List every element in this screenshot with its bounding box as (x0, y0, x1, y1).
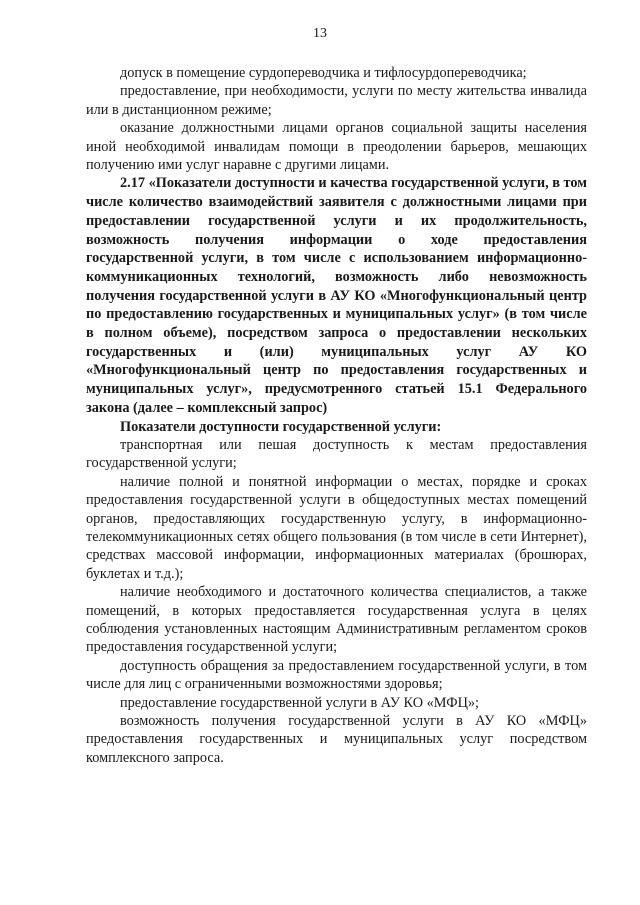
indicator-information-availability: наличие полной и понятной информации о местах, порядке и сроках предоставления государственной услуги в общедоступных местах помещений органов, предоставляющих государственную услугу, в информационно-телекоммуникационных сетях общего пользования (в том числе в сети Интернет), средствах массовой информации, информационных материалах (брошюрах, буклетах и т.д.); (86, 473, 587, 582)
paragraph-assistance-barriers: оказание должностными лицами органов социальной защиты населения иной необходимой инвалидам помощи в преодолении барьеров, мешающих получению ими услуг наравне с другими лицами. (86, 120, 587, 174)
indicator-staff-and-premises: наличие необходимого и достаточного количества специалистов, а также помещений, в которых предоставляется государственная услуга в целях соблюдения установленных настоящим Административным регламентом сроков предоставления государственной услуги; (86, 584, 587, 656)
document-body (86, 64, 587, 767)
page-number: 13 (313, 26, 327, 41)
indicator-accessibility: доступность обращения за предоставлением государственной услуги, в том числе для лиц с ограниченными возможностями здоровья; (86, 657, 587, 693)
paragraph-sign-interpreter: допуск в помещение сурдопереводчика и тифлосурдопереводчика; (120, 65, 527, 81)
indicator-transport-access: транспортная или пешая доступность к местам предоставления государственной услуги; (86, 436, 587, 472)
section-heading-2-17: 2.17 «Показатели доступности и качества государственной услуги, в том числе количество взаимодействий заявителя с должностными лицами при предоставлении государственной услуги и их продолжительность, возможность получения информации о ходе предоставления государственной услуги, в том числе с использованием информационно-коммуникационных технологий, возможность либо невозможность получения государственной услуги в АУ КО «Многофункциональный центр по предоставлению государственных и муниципальных услуг» (в том числе в полном объеме), посредством запроса о предоставлении нескольких государственных и (или) муниципальных услуг АУ КО «Многофункциональный центр по предоставления государственных и муниципальных услуг», предусмотренного статьей 15.1 Федерального закона (далее – комплексный запрос) (86, 175, 587, 416)
indicator-mfc-provision: предоставление государственной услуги в АУ КО «МФЦ»; (120, 694, 480, 711)
paragraph-service-at-residence: предоставление, при необходимости, услуги по месту жительства инвалида или в дистанционном режиме; (86, 83, 587, 118)
availability-indicators-heading: Показатели доступности государственной услуги: (120, 418, 442, 435)
indicator-complex-request: возможность получения государственной услуги в АУ КО «МФЦ» предоставления государственных и муниципальных услуг посредством комплексного запроса. (86, 713, 587, 766)
